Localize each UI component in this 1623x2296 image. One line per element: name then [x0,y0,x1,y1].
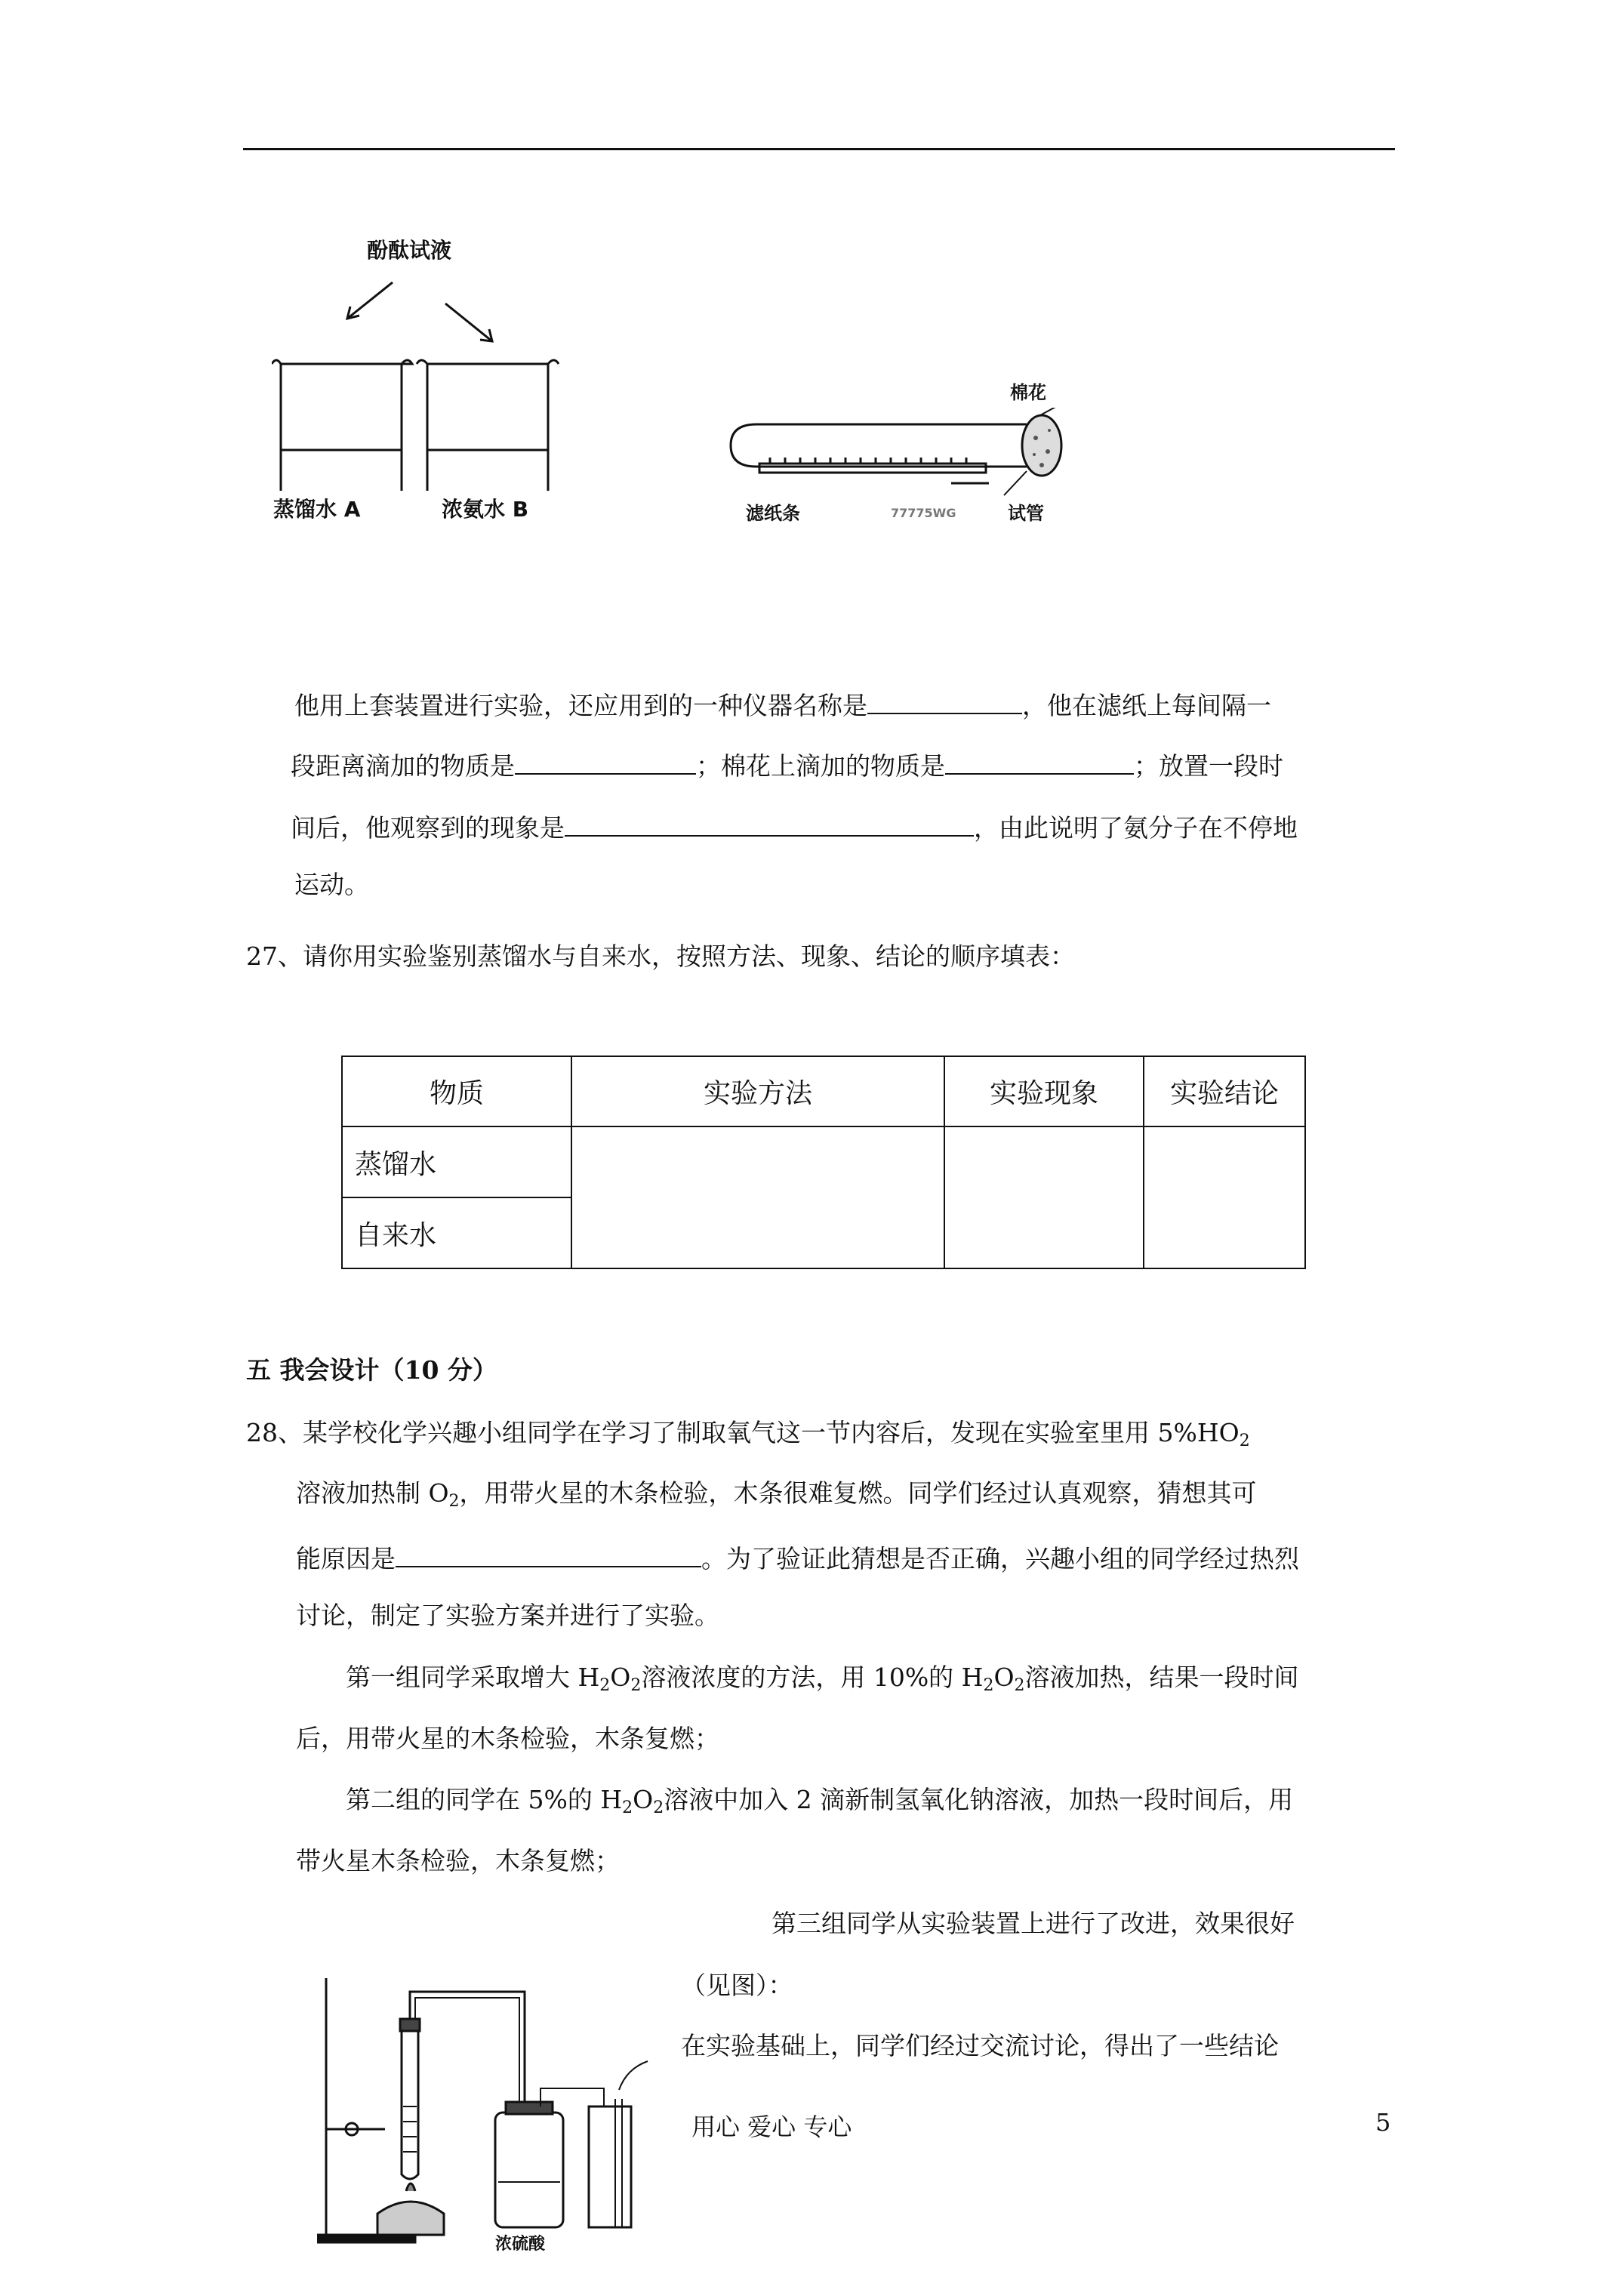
cell-conclusion[interactable] [1144,1126,1305,1268]
group2-line1: 第二组的同学在 5%的 $H_2O_2$溶液中加入 2 滴新制氢氧化钠溶液，加热一段时间后，用 [346,1785,1294,1817]
group1-line2: 后，用带火星的木条检验，木条复燃； [296,1724,719,1753]
beaker-a [272,360,412,491]
q26-line2: 段距离滴加的物质是 ；棉花上滴加的物质是 ；放置一段时 [291,747,1283,781]
footer-motto: 用心 爱心 专心 [691,2113,852,2141]
stopper [400,2019,420,2031]
filter-strip [759,464,986,473]
row-tap-water: 自来水 [342,1197,571,1268]
beakers-figure [272,272,574,498]
group3-line1: 第三组同学从实验装置上进行了改进，效果很好 [771,1909,1295,1938]
flame [406,2184,415,2191]
page-number: 5 [1375,2108,1391,2137]
acid-label: 浓硫酸 [495,2235,546,2254]
cell-method[interactable] [571,1126,944,1268]
cell-phenomenon[interactable] [944,1126,1144,1268]
row-distilled-water: 蒸馏水 [342,1126,571,1197]
splint [619,2061,648,2090]
q26-blank-filter-substance[interactable] [515,747,696,775]
group2-line2: 带火星木条检验，木条复燃； [296,1846,620,1875]
q28-blank-reason[interactable] [396,1540,701,1567]
q28-line2: 溶液加热制 $O_2$，用带火星的木条检验，木条很难复燃。同学们经过认真观察，猜想其可 [296,1478,1257,1511]
header-rule [243,148,1395,150]
beaker-a-label: 蒸馏水 A [273,497,361,522]
beaker-b-label: 浓氨水 B [442,497,529,522]
header-substance: 物质 [342,1056,571,1126]
acid-bottle [495,2113,563,2227]
test-tube-figure [725,408,1072,498]
test-tube [731,424,1027,467]
collection-tube [589,2106,631,2227]
table-row [342,1126,1305,1197]
q28-line3: 能原因是 。为了验证此猜想是否正确，兴趣小组的同学经过热烈 [296,1540,1299,1574]
q27-table [341,1056,1306,1269]
cotton-label: 棉花 [1010,382,1046,403]
q26-blank-cotton-substance[interactable] [945,747,1134,775]
dropper-label: 酚酞试液 [367,238,452,263]
group3-line2: （见图）： [681,1971,793,2000]
beaker-b [417,360,559,491]
delivery-tube [410,1992,525,2106]
tube-liquid [403,2106,417,2152]
q26-line4: 运动。 [294,870,369,899]
q28-line1: 28、某学校化学兴趣小组同学在学习了制取氧气这一节内容后，发现在实验室里用 $5\%HO_2$ [246,1418,1250,1450]
q26-line3: 间后，他观察到的现象是 ，由此说明了氨分子在不停地 [291,809,1298,843]
heated-tube [402,2031,418,2179]
q26-blank-phenomenon[interactable] [565,809,974,837]
apparatus-figure [317,1955,657,2250]
q26-line1: 他用上套装置进行实验，还应用到的一种仪器名称是 ，他在滤纸上每间隔一 [294,687,1271,721]
filter-strip-label: 滤纸条 [746,503,800,524]
header-phenomenon: 实验现象 [944,1056,1144,1126]
q28-line4: 讨论，制定了实验方案并进行了实验。 [296,1601,719,1630]
blurred-text: 77775WG [891,506,956,520]
arrow-right [445,304,492,341]
group3-line3: 在实验基础上，同学们经过交流讨论，得出了一些结论 [681,2031,1279,2060]
header-conclusion: 实验结论 [1144,1056,1305,1126]
q26-blank-instrument[interactable] [867,687,1022,714]
group1-line1: 第一组同学采取增大 $H_2O_2$溶液浓度的方法，用 10%的 $H_2O_2$溶液加热，结果一段时间 [346,1663,1299,1695]
header-method: 实验方法 [571,1056,944,1126]
arrow-left [347,282,393,319]
section5-title: 五 我会设计（10 分） [246,1355,497,1385]
table-header-row [342,1056,1305,1126]
q27-text: 27、请你用实验鉴别蒸馏水与自来水，按照方法、现象、结论的顺序填表： [246,942,1075,971]
alcohol-lamp [377,2202,444,2235]
test-tube-label: 试管 [1008,503,1044,524]
